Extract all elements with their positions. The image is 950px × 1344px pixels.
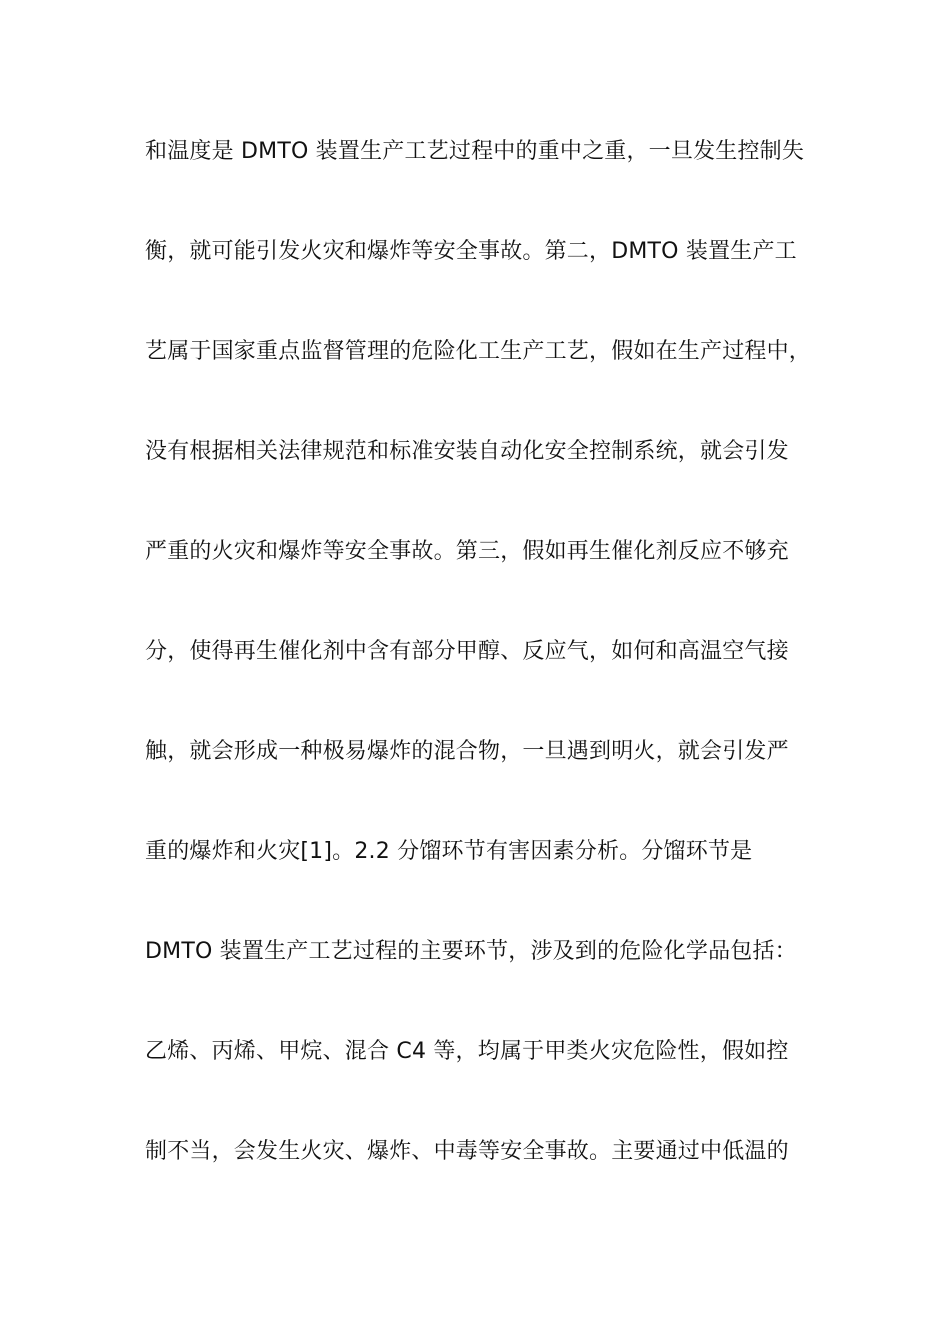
paragraph: [145, 128, 835, 1228]
text-line: 重的爆炸和火灾[1]。2.2 分馏环节有害因素分析。分馏环节是: [145, 839, 753, 864]
text-line: 触，就会形成一种极易爆炸的混合物，一旦遇到明火，就会引发严: [145, 739, 789, 764]
text-line: 和温度是 DMTO 装置生产工艺过程中的重中之重，一旦发生控制失: [145, 139, 805, 164]
text-line: 严重的火灾和爆炸等安全事故。第三，假如再生催化剂反应不够充: [145, 539, 789, 564]
text-line: 没有根据相关法律规范和标准安装自动化安全控制系统，就会引发: [145, 439, 789, 464]
text-line: 分，使得再生催化剂中含有部分甲醇、反应气，如何和高温空气接: [145, 639, 789, 664]
text-line: 艺属于国家重点监督管理的危险化工生产工艺，假如在生产过程中，: [145, 339, 812, 364]
text-line: 衡，就可能引发火灾和爆炸等安全事故。第二，DMTO 装置生产工: [145, 239, 797, 264]
text-line: 制不当，会发生火灾、爆炸、中毒等安全事故。主要通过中低温的: [145, 1139, 789, 1164]
text-line: 乙烯、丙烯、甲烷、混合 C4 等，均属于甲类火灾危险性，假如控: [145, 1039, 789, 1064]
text-line: DMTO 装置生产工艺过程的主要环节，涉及到的危险化学品包括：: [145, 939, 797, 964]
